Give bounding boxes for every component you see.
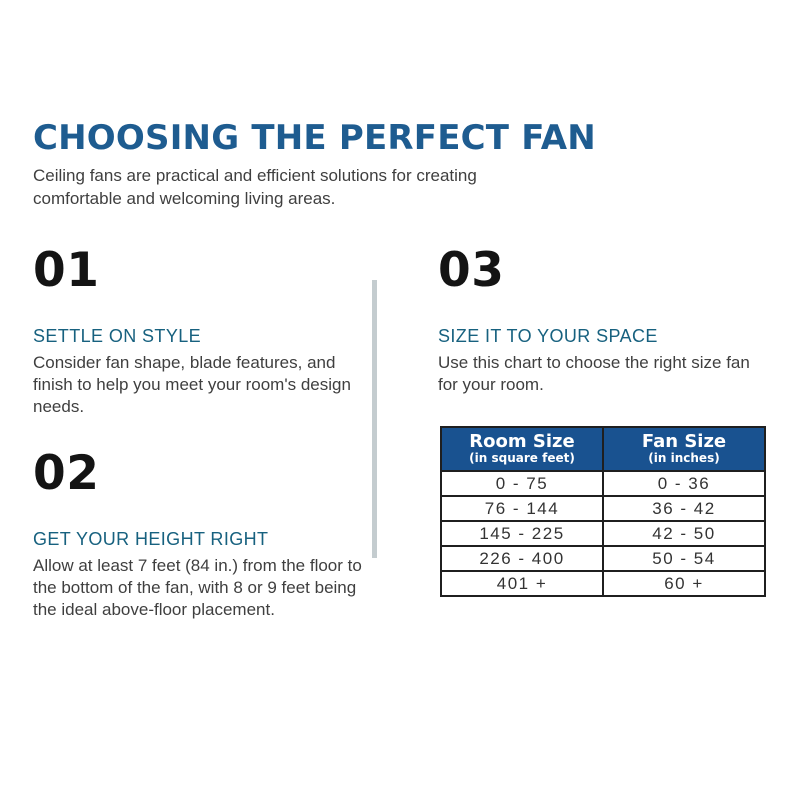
room-size-cell: 401 + [441,571,603,596]
section-number: 01 [33,243,100,298]
fan-size-table [440,426,766,597]
fan-size-table-body [441,471,765,596]
section-settle-on-style [33,243,363,418]
section-body: Use this chart to choose the right size fan for your room. [438,353,750,394]
page-title: CHOOSING THE PERFECT FAN [33,118,596,158]
section-get-height-right [33,446,363,621]
column-header-subtitle: (in inches) [648,450,720,465]
room-size-cell: 145 - 225 [441,521,603,546]
table-header-row [441,427,765,471]
section-number: 03 [438,243,505,298]
section-body: Allow at least 7 feet (84 in.) from the floor to the bottom of the fan, with 8 or 9 feet being the ideal above-floor placement. [33,556,362,619]
fan-size-cell: 42 - 50 [603,521,765,546]
section-heading: GET YOUR HEIGHT RIGHT [33,529,269,549]
page-subtitle: Ceiling fans are practical and efficient solutions for creating comfortable and welcoming living areas. [33,166,477,208]
table-row [441,546,765,571]
fan-size-cell: 60 + [603,571,765,596]
table-row [441,471,765,496]
room-size-cell: 76 - 144 [441,496,603,521]
room-size-cell: 0 - 75 [441,471,603,496]
room-size-cell: 226 - 400 [441,546,603,571]
room-size-column-header [441,427,603,471]
table-row [441,571,765,596]
table-row [441,496,765,521]
fan-size-cell: 0 - 36 [603,471,765,496]
fan-size-cell: 50 - 54 [603,546,765,571]
section-heading: SETTLE ON STYLE [33,326,202,346]
fan-size-cell: 36 - 42 [603,496,765,521]
section-heading: SIZE IT TO YOUR SPACE [438,326,658,346]
section-number: 02 [33,446,100,501]
column-header-title: Fan Size [641,430,727,452]
column-header-subtitle: (in square feet) [469,450,575,465]
fan-size-table-header [441,427,765,471]
table-row [441,521,765,546]
column-header-title: Room Size [469,430,575,452]
column-divider [372,280,377,558]
fan-size-column-header [603,427,765,471]
section-size-to-space [438,243,768,396]
section-body: Consider fan shape, blade features, and finish to help you meet your room's design needs. [33,353,351,416]
